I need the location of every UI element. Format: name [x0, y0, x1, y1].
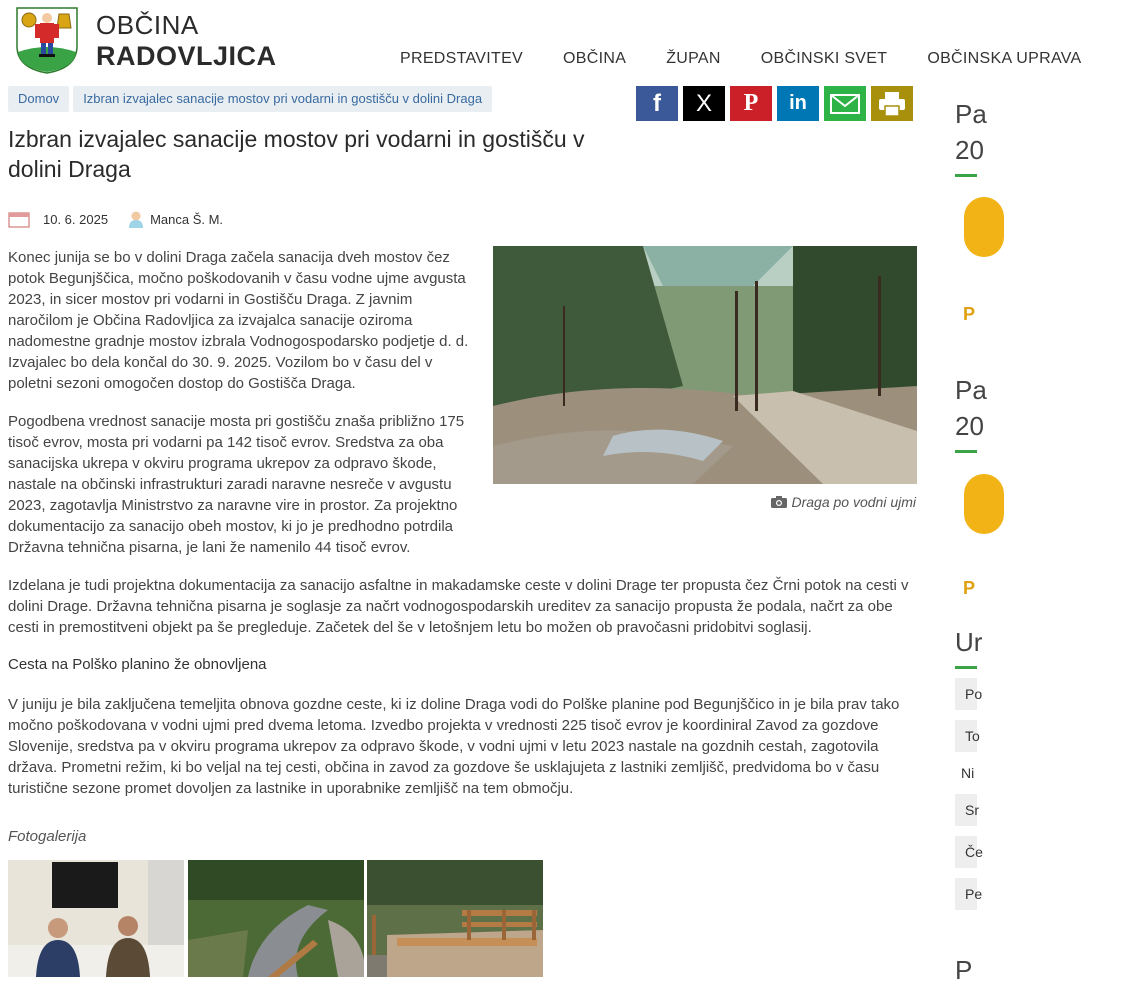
brand-line-1: OBČINA: [96, 10, 199, 40]
calendar-icon: [8, 211, 30, 228]
camera-icon: [771, 496, 787, 508]
nav-item-obcinski-svet[interactable]: OBČINSKI SVET: [760, 50, 888, 67]
email-share-button[interactable]: [824, 86, 866, 121]
facebook-icon: f: [653, 89, 661, 117]
sidebar-event-badge-2[interactable]: [964, 474, 1004, 534]
nav-item-obcinska-uprava[interactable]: OBČINSKA UPRAVA: [927, 50, 1082, 67]
sidebar-hours-item: Če: [955, 836, 977, 868]
sidebar-heading-1-line2: 20: [955, 135, 984, 165]
x-share-button[interactable]: [683, 86, 725, 121]
share-buttons: [636, 86, 913, 121]
sidebar-link-2[interactable]: P: [963, 578, 976, 598]
site-brand[interactable]: [96, 10, 277, 72]
article-title: Izbran izvajalec sanacije mostov pri vodarni in gostišču v dolini Draga: [8, 126, 585, 182]
sidebar-heading-4: P: [955, 955, 973, 985]
image-caption: [771, 494, 916, 510]
pinterest-icon: P: [743, 90, 759, 116]
article-author: Manca Š. M.: [150, 211, 224, 227]
sidebar-divider-2: [955, 450, 977, 453]
main-navigation: [400, 50, 1122, 68]
sidebar-hours-item: Pe: [955, 878, 977, 910]
sidebar-heading-2-line2: 20: [955, 411, 984, 441]
article-paragraph-2: Pogodbena vrednost sanacije mosta pri gostišču znaša približno 175 tisoč evrov, mosta pri vodarni pa 142 tisoč evrov. Sredstva za oba sanacijska ukrepa v okviru programa ukrepov za odpravo škode, nastale na občinski infrastrukturi zaradi naravne nesreče v avgustu 2023, zagotavlja Ministrstvo za naravne vire in prostor. Za projektno dokumentacijo za sanacijo obeh mostov, ki jo je predhodno potrdila Državna tehnična pisarna, je lani že namenilo 44 tisoč evrov.: [8, 413, 465, 556]
article-paragraph-3: Izdelana je tudi projektna dokumentacija za sanacijo asfaltne in makadamske ceste v dolini Drage ter propusta čez Črni potok na cesti v dolini Drage. Državna tehnična pisarna je soglasje za načrt vodnogospodarskih ureditev za sanacijo propusta že podala, načrt za obe cesti in premostitveni objekt pa še pregleduje. Začetek del še v letošnjem letu bo možen ob pravočasni pridobitvi soglasij.: [8, 577, 909, 636]
printer-icon: [878, 91, 906, 117]
article-date: 10. 6. 2025: [43, 211, 109, 227]
gallery-thumbnail-1[interactable]: [8, 860, 184, 977]
linkedin-icon: in: [789, 92, 807, 114]
gallery-thumbnail-3[interactable]: [367, 860, 543, 977]
site-header: [0, 0, 1082, 82]
sidebar-event-badge-1[interactable]: [964, 197, 1004, 257]
sidebar-heading-1: Pa: [955, 99, 987, 129]
sidebar-hours-item: Ni: [955, 757, 977, 789]
article-paragraph-1: Konec junija se bo v dolini Draga začela sanacija dveh mostov čez potok Begunjščica, močno poškodovanih v času vodne ujme avgusta 2023, in sicer mostov pri vodarni in Gostišču Draga. Z javnim naročilom je Občina Radovljica za izvajalca sanacije oziroma nadomestne gradnje mostov izbrala Vodnogospodarsko podjetje d. d. Izvajalec bo dela končal do 30. 9. 2025. Vozilom bo v času del v poletni sezoni omogočen dostop do Gostišča Draga.: [8, 249, 469, 392]
facebook-share-button[interactable]: [636, 86, 678, 121]
sidebar-hours-item: Po: [955, 678, 977, 710]
sidebar-hours-item: Sr: [955, 794, 977, 826]
article-main-image[interactable]: [493, 246, 917, 484]
user-icon: [128, 210, 144, 228]
linkedin-share-button[interactable]: [777, 86, 819, 121]
nav-item-obcina[interactable]: OBČINA: [563, 50, 627, 67]
article-meta: [8, 210, 223, 228]
municipality-coat-of-arms-logo[interactable]: [15, 6, 79, 74]
breadcrumb-home[interactable]: Domov: [8, 86, 69, 112]
article-paragraph-4: V juniju je bila zaključena temeljita obnova gozdne ceste, ki iz doline Draga vodi do Polške planine pod Begunjščico in je bila prav tako močno poškodovana v vodni ujmi pred dvema letoma. Izvedbo projekta v vrednosti 225 tisoč evrov je koordiniral Zavod za gozdove Slovenije, sredstva pa v okviru programa ukrepov za odpravo škode, v vodni ujmi v letu 2023 nastale na gozdnih cestah, zagotovila država. Prometni režim, ki bo veljal na tej cesti, občina in zavod za gozdove še usklajujeta z lastniki zemljišč, predvidoma bo v času turistične sezone promet dovoljen za lastnike in uporabnike zemljišč na tem območju.: [8, 696, 900, 797]
pinterest-share-button[interactable]: [730, 86, 772, 121]
breadcrumb: [8, 86, 492, 112]
print-button[interactable]: [871, 86, 913, 121]
breadcrumb-current[interactable]: Izbran izvajalec sanacije mostov pri vodarni in gostišču v dolini Draga: [73, 86, 492, 112]
sidebar-hours-item: To: [955, 720, 977, 752]
brand-line-2: RADOVLJICA: [96, 41, 277, 71]
gallery-title: Fotogalerija: [8, 828, 87, 845]
sidebar-divider-3: [955, 666, 977, 669]
gallery-thumbnail-2[interactable]: [188, 860, 364, 977]
nav-item-zupan[interactable]: ŽUPAN: [666, 50, 721, 67]
nav-item-predstavitev[interactable]: PREDSTAVITEV: [400, 50, 524, 67]
sidebar-heading-2: Pa: [955, 375, 987, 405]
x-icon: X: [695, 89, 712, 117]
envelope-icon: [830, 94, 860, 114]
sidebar: [955, 82, 987, 985]
article-subheading: Cesta na Polško planino že obnovljena: [8, 656, 267, 673]
sidebar-link-1[interactable]: P: [963, 304, 976, 324]
sidebar-divider-1: [955, 174, 977, 177]
sidebar-heading-3: Ur: [955, 627, 983, 657]
image-caption-text: Draga po vodni ujmi: [791, 494, 916, 510]
